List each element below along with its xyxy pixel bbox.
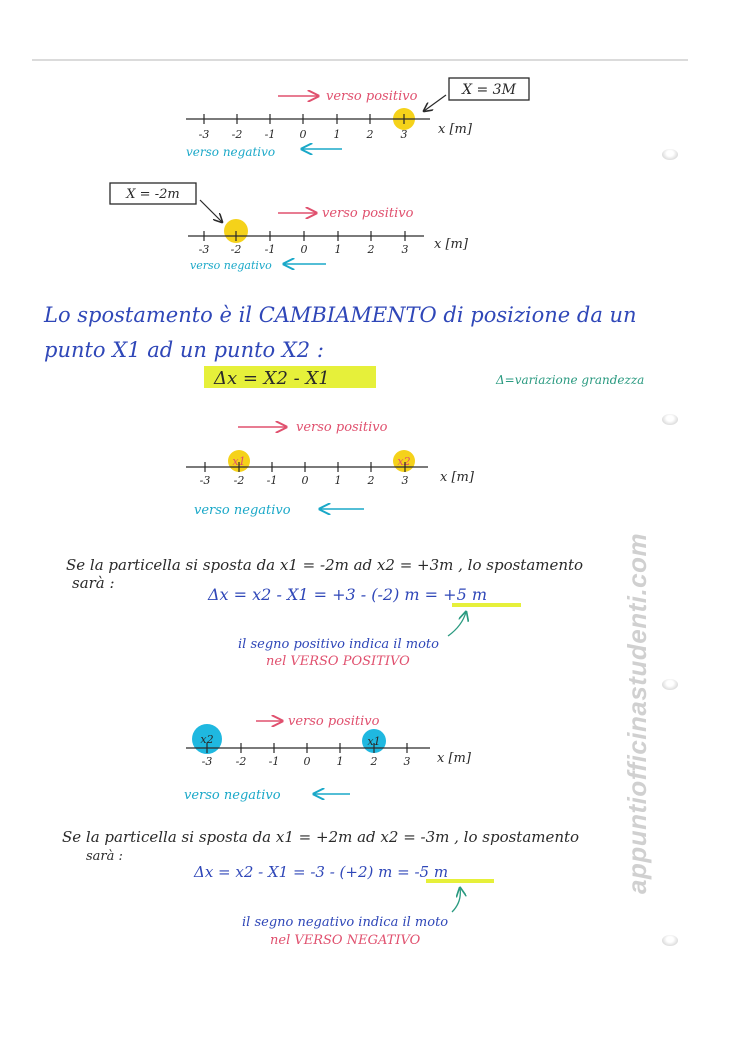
- negative-direction-label: verso negativo: [194, 503, 291, 518]
- note-pointer-arrow: [448, 612, 466, 636]
- tick-label: 0: [301, 474, 309, 487]
- start-point-label: x1: [367, 735, 381, 748]
- positive-direction-label: verso positivo: [288, 714, 380, 729]
- definition-line-2: punto X1 ad un punto X2 :: [44, 338, 324, 362]
- position-box-label: X = -2m: [126, 187, 180, 202]
- tick-label: -3: [199, 474, 211, 487]
- number-line-diagram-2: [110, 183, 469, 272]
- tick-label: 2: [367, 474, 375, 487]
- number-line-diagram-4: [184, 714, 472, 803]
- definition-block: [43, 303, 644, 389]
- position-pointer-arrow: [424, 95, 446, 111]
- start-point-label: x1: [232, 455, 246, 468]
- definition-line-1: Lo spostamento è il CAMBIAMENTO di posizione da un: [44, 303, 637, 327]
- binder-hole: [662, 414, 678, 425]
- example-2-formula: Δx = x2 - X1 = -3 - (+2) m = -5 m: [194, 863, 449, 881]
- end-point-label: x2: [397, 455, 411, 468]
- tick-label: -2: [235, 755, 247, 768]
- tick-label: 0: [303, 755, 311, 768]
- number-line-diagram-1: [186, 78, 529, 159]
- negative-direction-label: verso negativo: [184, 788, 281, 803]
- tick-label: -2: [230, 243, 242, 256]
- example-1-line-2: sarà :: [72, 574, 115, 592]
- delta-note: Δ=variazione grandezza: [496, 373, 645, 387]
- negative-direction-label: verso negativo: [186, 145, 276, 159]
- negative-direction-label: verso negativo: [190, 259, 272, 272]
- axis-label: x [m]: [437, 751, 471, 766]
- example-1-note-2: nel VERSO POSITIVO: [266, 654, 410, 669]
- tick-label: -2: [231, 128, 243, 141]
- example-negative-block: [62, 828, 579, 948]
- example-2-line-1: Se la particella si sposta da x1 = +2m ad x2 = -3m , lo spostamento: [62, 828, 580, 846]
- tick-label: -1: [264, 128, 276, 141]
- tick-label: 3: [401, 243, 409, 256]
- tick-label: -3: [198, 243, 210, 256]
- tick-label: -2: [233, 474, 245, 487]
- axis-label: x [m]: [438, 122, 472, 137]
- example-2-note-1: il segno negativo indica il moto: [242, 915, 449, 930]
- example-1-formula: Δx = x2 - X1 = +3 - (-2) m = +5 m: [208, 585, 487, 604]
- tick-label: 1: [334, 474, 342, 487]
- binder-hole: [662, 935, 678, 946]
- tick-label: 2: [366, 128, 374, 141]
- tick-label: -3: [198, 128, 210, 141]
- example-2-line-2: sarà :: [86, 849, 123, 864]
- watermark-text: appuntiofficinastudenti.com: [622, 532, 652, 894]
- end-point-label: x2: [200, 733, 214, 746]
- positive-direction-label: verso positivo: [326, 89, 418, 104]
- tick-label: -1: [268, 755, 280, 768]
- binder-hole: [662, 679, 678, 690]
- tick-label: 1: [333, 128, 341, 141]
- tick-label: -3: [201, 755, 213, 768]
- binder-hole: [662, 149, 678, 160]
- tick-label: 2: [370, 755, 378, 768]
- position-pointer-arrow: [200, 200, 222, 222]
- example-1-line-1: Se la particella si sposta da x1 = -2m ad x2 = +3m , lo spostamento: [66, 556, 584, 574]
- number-line-diagram-3: [186, 420, 475, 518]
- tick-label: 3: [403, 755, 411, 768]
- axis-label: x [m]: [440, 470, 474, 485]
- displacement-formula: Δx = X2 - X1: [214, 368, 330, 389]
- tick-label: -1: [266, 474, 278, 487]
- tick-label: -1: [264, 243, 276, 256]
- tick-label: 2: [367, 243, 375, 256]
- tick-label: 0: [300, 243, 308, 256]
- positive-direction-label: verso positivo: [296, 420, 388, 435]
- tick-label: 3: [401, 474, 409, 487]
- tick-label: 3: [400, 128, 408, 141]
- axis-label: x [m]: [434, 237, 468, 252]
- position-box-label: X = 3M: [462, 82, 516, 98]
- example-positive-block: [66, 556, 583, 669]
- note-pointer-arrow: [452, 888, 460, 912]
- example-2-note-2: nel VERSO NEGATIVO: [270, 933, 421, 948]
- example-1-note-1: il segno positivo indica il moto: [238, 637, 439, 652]
- tick-label: 1: [334, 243, 342, 256]
- tick-label: 0: [299, 128, 307, 141]
- tick-label: 1: [336, 755, 344, 768]
- positive-direction-label: verso positivo: [322, 206, 414, 221]
